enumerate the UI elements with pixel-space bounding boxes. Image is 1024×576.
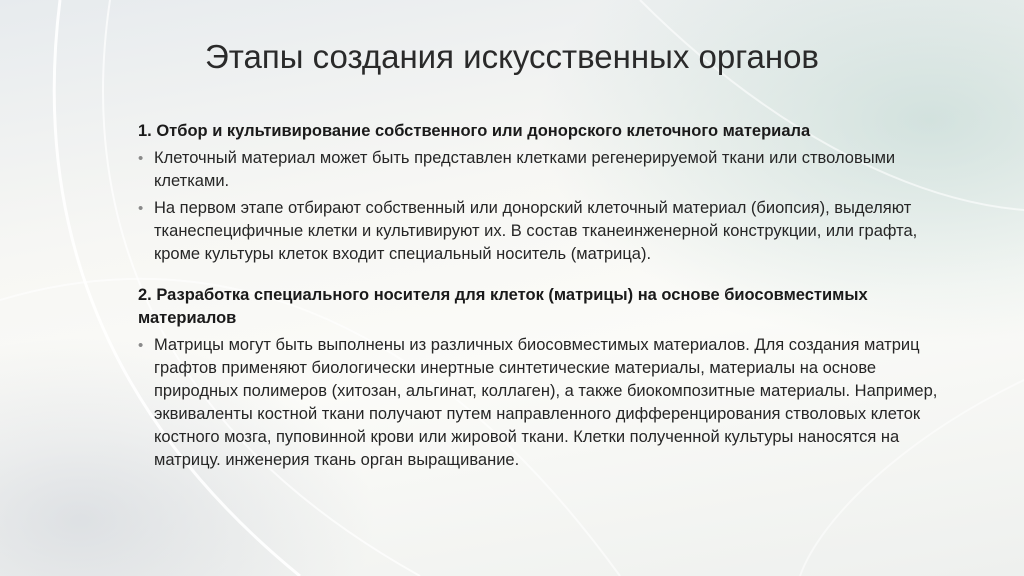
slide-content bbox=[138, 120, 958, 476]
bullet-text: На первом этапе отбирают собственный или донорский клеточный материал (биопсия), выделяют тканеспецифичные клетки и культивируют их. В состав тканеинженерной конструкции, или графта, кроме культуры клеток входит специальный носитель (матрица). bbox=[154, 199, 918, 263]
section-heading: 2. Разработка специального носителя для клеток (матрицы) на основе биосовместимых материалов bbox=[138, 286, 868, 327]
bullet-icon: • bbox=[138, 337, 144, 354]
bullet-text: Матрицы могут быть выполнены из различных биосовместимых материалов. Для создания матриц графтов применяют биологически инертные синтетические материалы, материалы на основе природных полимеров (хитозан, альгинат, коллаген), а также биокомпозитные материалы. Например, эквиваленты костной ткани получают путем направленного дифференцирования стволовых клеток костного мозга, пуповинной крови или жировой ткани. Клетки полученной культуры наносятся на матрицу. инженерия ткань орган выращивание. bbox=[154, 336, 938, 469]
section-heading: 1. Отбор и культивирование собственного или донорского клеточного материала bbox=[138, 122, 811, 140]
section-1 bbox=[138, 120, 958, 266]
bullet-item bbox=[138, 334, 958, 472]
bullet-icon: • bbox=[138, 150, 144, 167]
bullet-item bbox=[138, 147, 958, 193]
bullet-text: Клеточный материал может быть представлен клетками регенерируемой ткани или стволовыми клетками. bbox=[154, 149, 896, 190]
section-2 bbox=[138, 284, 958, 472]
bullet-icon: • bbox=[138, 200, 144, 217]
slide-title: Этапы создания искусственных органов bbox=[205, 38, 819, 75]
bullet-item bbox=[138, 197, 958, 266]
section-spacer bbox=[138, 270, 958, 284]
